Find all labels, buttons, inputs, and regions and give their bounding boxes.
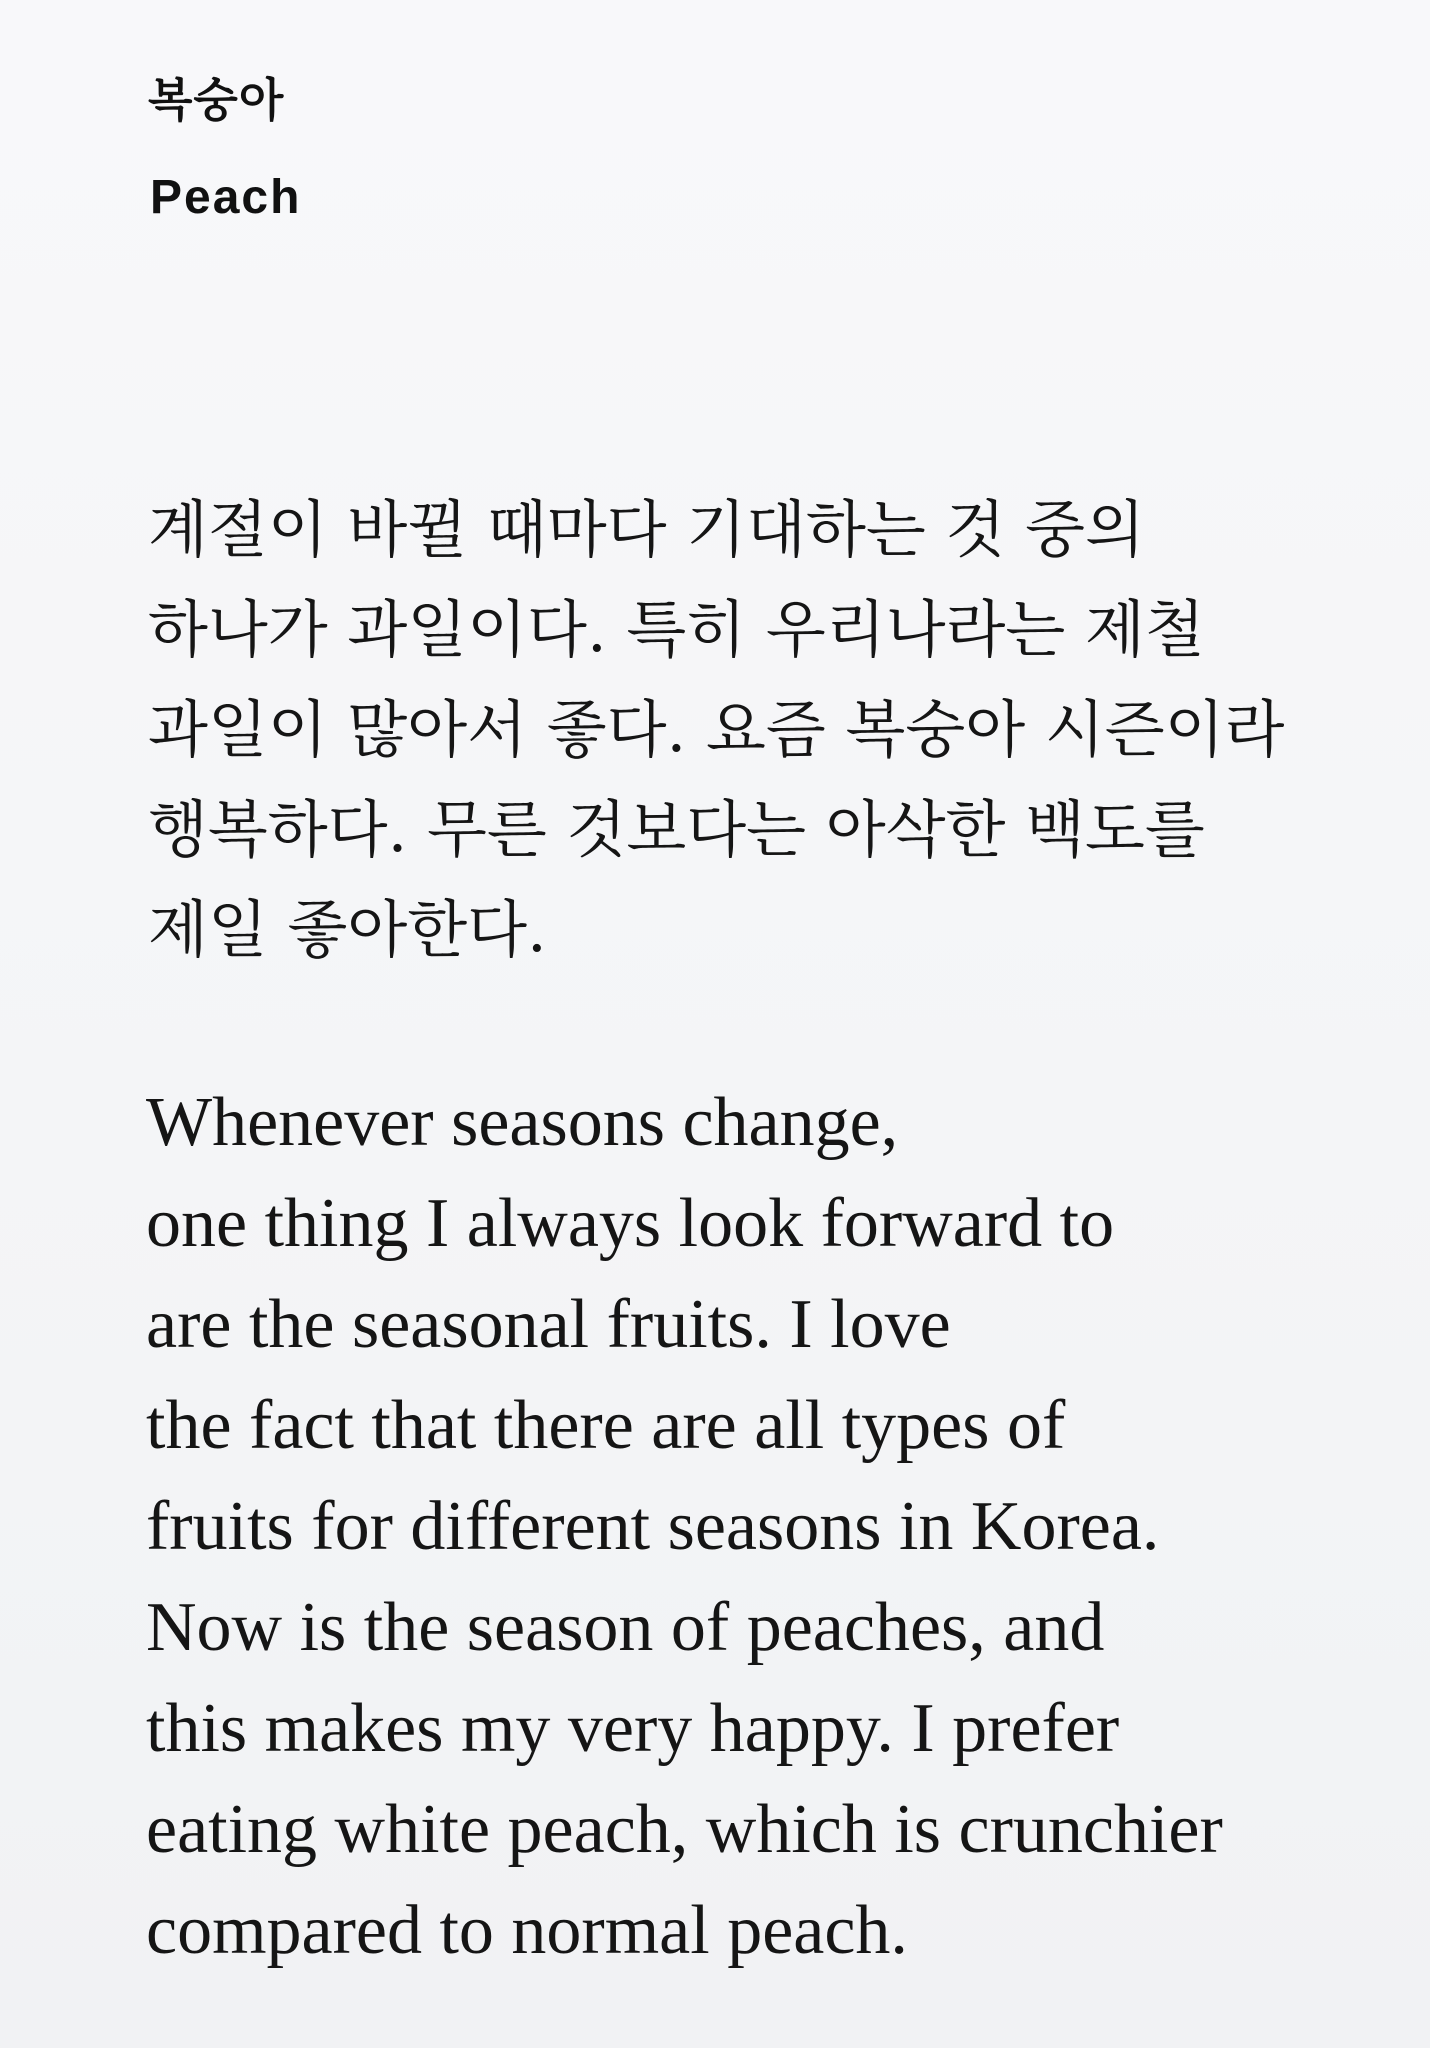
paragraph-korean: [148, 480, 1328, 980]
korean-line: 과일이 많아서 좋다. 요즘 복숭아 시즌이라: [148, 693, 1285, 766]
paragraph-english: [146, 1072, 1366, 1981]
english-line: this makes my very happy. I prefer: [146, 1690, 1120, 1767]
title-english: Peach: [150, 171, 302, 224]
english-line: Whenever seasons change,: [146, 1084, 899, 1161]
english-line: one thing I always look forward to: [146, 1185, 1115, 1262]
english-line: fruits for different seasons in Korea.: [146, 1488, 1160, 1565]
english-line: eating white peach, which is crunchier: [146, 1791, 1223, 1868]
english-line: Now is the season of peaches, and: [146, 1589, 1105, 1666]
title-korean: 복숭아: [148, 73, 285, 127]
korean-line: 행복하다. 무른 것보다는 아삭한 백도를: [148, 793, 1205, 866]
korean-line: 제일 좋아한다.: [148, 893, 547, 966]
english-line: the fact that there are all types of: [146, 1387, 1066, 1464]
english-line: compared to normal peach.: [146, 1892, 908, 1969]
english-line: are the seasonal fruits. I love: [146, 1286, 951, 1363]
korean-line: 하나가 과일이다. 특히 우리나라는 제철: [148, 593, 1205, 666]
korean-line: 계절이 바뀔 때마다 기대하는 것 중의: [148, 493, 1145, 566]
